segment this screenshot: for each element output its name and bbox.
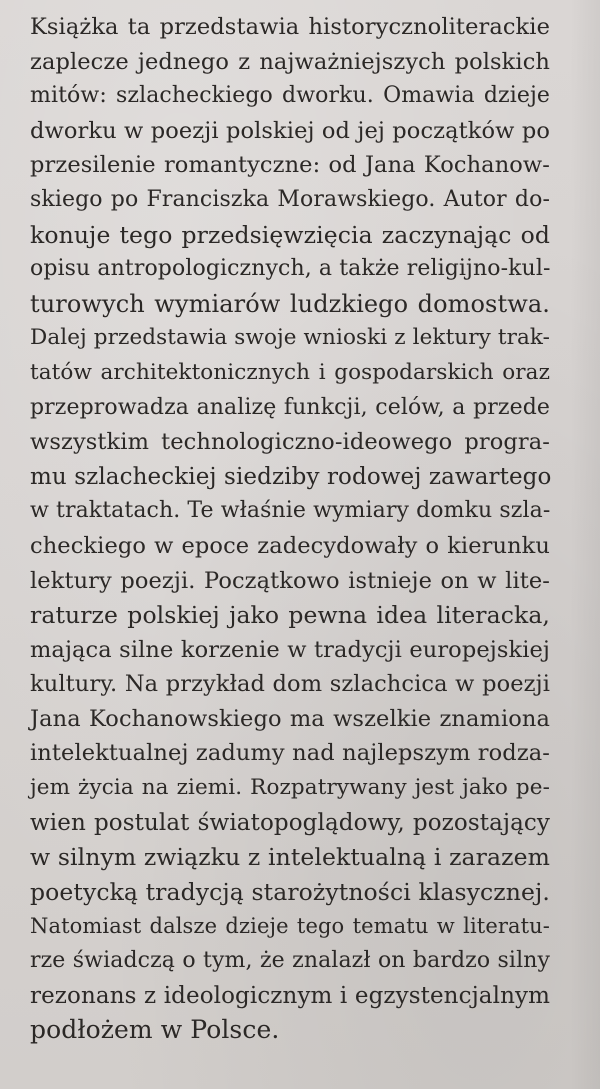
text-line: w silnym związku z intelektualną i zarazem <box>30 843 550 872</box>
text-line: zaplecze jednego z najważniejszych polskich <box>30 48 550 75</box>
text-line: wszystkim technologiczno-ideowego progra- <box>30 429 550 456</box>
text-line-last: podłożem w Polsce. <box>30 1015 280 1045</box>
text-line: poetycką tradycją starożytności klasycznej. <box>30 877 550 906</box>
text-line: mitów: szlacheckiego dworku. Omawia dzieje <box>30 83 550 109</box>
text-line: konuje tego przedsięwzięcia zaczynając od <box>30 220 550 249</box>
text-line: rezonans z ideologicznym i egzystencjalnym <box>30 982 550 1009</box>
text-line: Dalej przedstawia swoje wnioski z lektury trak- <box>30 325 550 351</box>
text-line: tatów architektonicznych i gospodarskich oraz <box>30 359 550 385</box>
text-line: mająca silne korzenie w tradycji europejskiej <box>30 636 550 663</box>
text-line: dworku w poezji polskiej od jej początków po <box>30 117 550 144</box>
text-line: w traktatach. Te właśnie wymiary domku szla- <box>30 498 551 524</box>
text-line: lektury poezji. Początkowo istnieje on w lite- <box>30 567 550 594</box>
text-line: przeprowadza analizę funkcji, celów, a przede <box>30 394 550 420</box>
text-line: mu szlacheckiej siedziby rodowej zawartego <box>30 463 552 490</box>
text-line: przesilenie romantyczne: od Jana Kochanow- <box>30 152 550 179</box>
description-paragraph <box>30 10 550 1048</box>
text-line: intelektualnej zadumy nad najlepszym rodza- <box>30 740 550 767</box>
text-line: turowych wymiarów ludzkiego domostwa. <box>30 289 550 318</box>
text-line: Natomiast dalsze dzieje tego tematu w literatu- <box>30 914 550 939</box>
text-line: jem życia na ziemi. Rozpatrywany jest jako pe- <box>30 775 550 801</box>
text-line: wien postulat światopoglądowy, pozostający <box>30 809 550 836</box>
text-line: checkiego w epoce zadecydowały o kierunku <box>30 532 550 559</box>
text-line: Książka ta przedstawia historycznoliterackie <box>30 14 550 40</box>
text-line: Jana Kochanowskiego ma wszelkie znamiona <box>30 705 550 732</box>
text-line: skiego po Franciszka Morawskiego. Autor do- <box>30 186 550 212</box>
text-line: raturze polskiej jako pewna idea literacka, <box>30 601 550 630</box>
text-line: opisu antropologicznych, a także religijno-kul- <box>30 256 551 282</box>
text-line: rze świadczą o tym, że znalazł on bardzo silny <box>30 948 550 974</box>
page-edge-shadow <box>570 0 600 1089</box>
text-line: kultury. Na przykład dom szlachcica w poezji <box>30 671 550 698</box>
